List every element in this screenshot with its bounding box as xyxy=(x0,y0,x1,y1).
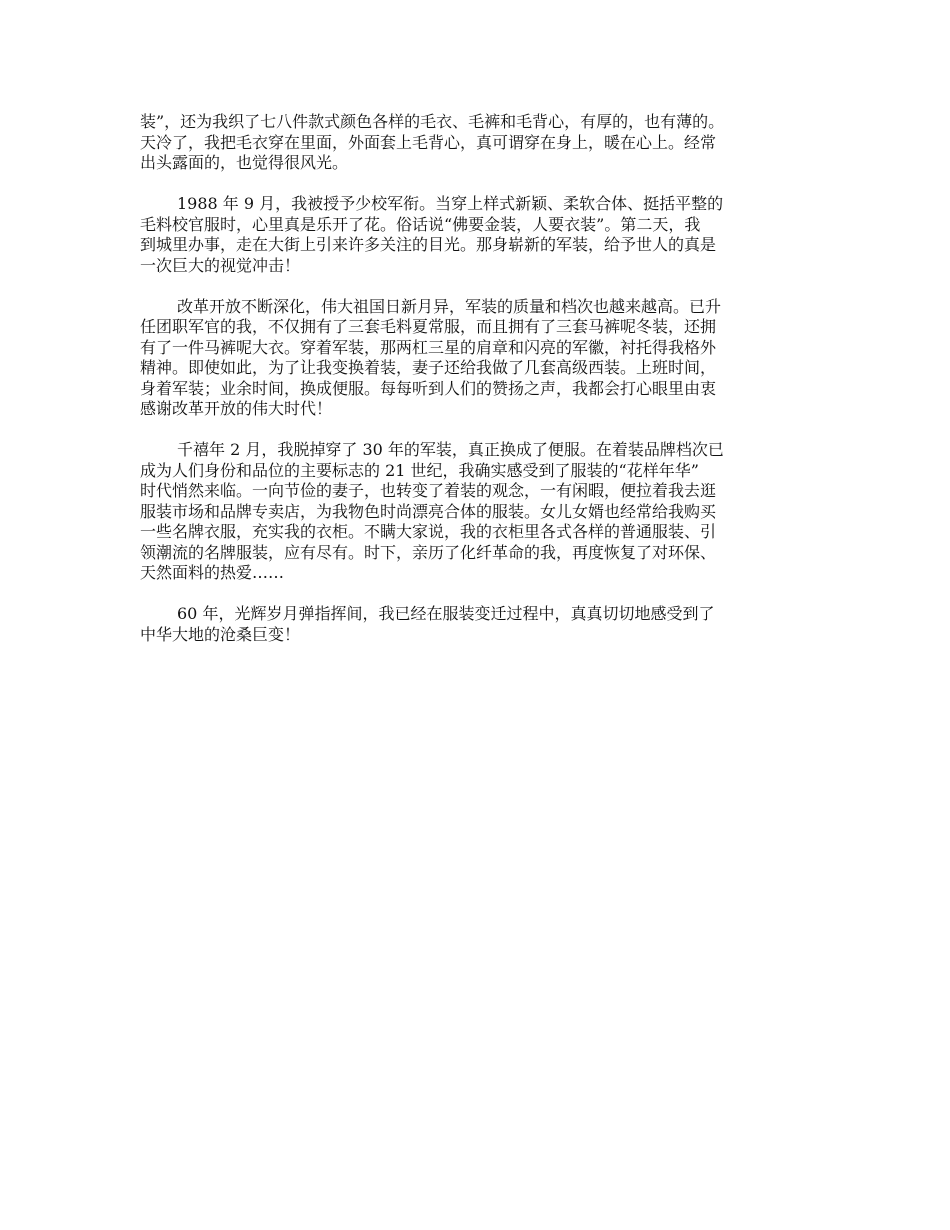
text-line: 精神。即使如此，为了让我变换着装，妻子还给我做了几套高级西装。上班时间， xyxy=(140,358,717,377)
text-line: 1988 年 9 月，我被授予少校军衔。当穿上样式新颖、柔软合体、挺括平整的 xyxy=(177,194,724,213)
paragraph-2 xyxy=(140,194,830,276)
text-line: 成为人们身份和品位的主要标志的 21 世纪，我确实感受到了服装的“花样年华” xyxy=(140,460,699,480)
text-line: 时代悄然来临。一向节俭的妻子，也转变了着装的观念，一有闲暇，便拉着我去逛 xyxy=(140,481,717,500)
text-line: 领潮流的名牌服装，应有尽有。时下，亲历了化纤革命的我，再度恢复了对环保、 xyxy=(140,542,717,562)
paragraph-3 xyxy=(140,297,830,420)
text-line: 千禧年 2 月，我脱掉穿了 30 年的军装，真正换成了便服。在着装品牌档次已 xyxy=(177,440,724,459)
text-line: 有了一件马裤呢大衣。穿着军装，那两杠三星的肩章和闪亮的军徽，衬托得我格外 xyxy=(140,337,717,357)
text-line: 身着军装；业余时间，换成便服。每每听到人们的赞扬之声，我都会打心眼里由衷 xyxy=(140,378,717,398)
text-line: 改革开放不断深化，伟大祖国日新月异，军装的质量和档次也越来越高。已升 xyxy=(177,296,722,316)
text-line: 一些名牌衣服，充实我的衣柜。不瞒大家说，我的衣柜里各式各样的普通服装、引 xyxy=(140,522,717,541)
text-line: 感谢改革开放的伟大时代！ xyxy=(140,399,333,418)
text-line: 60 年，光辉岁月弹指挥间，我已经在服装变迁过程中，真真切切地感受到了 xyxy=(177,604,715,623)
text-line: 出头露面的，也觉得很风光。 xyxy=(140,153,349,172)
text-line: 装”，还为我织了七八件款式颜色各样的毛衣、毛裤和毛背心，有厚的，也有薄的。 xyxy=(140,112,725,131)
text-line: 服装市场和品牌专卖店，为我物色时尚漂亮合体的服装。女儿女婿也经常给我购买 xyxy=(140,501,717,521)
text-line: 中华大地的沧桑巨变！ xyxy=(140,624,301,644)
document-body xyxy=(140,112,830,666)
paragraph-1 xyxy=(140,112,830,174)
text-line: 到城里办事，走在大街上引来许多关注的目光。那身崭新的军装，给予世人的真是 xyxy=(140,235,717,254)
text-line: 天然面料的热爱…… xyxy=(140,563,285,582)
paragraph-5 xyxy=(140,604,830,645)
text-line: 任团职军官的我，不仅拥有了三套毛料夏常服，而且拥有了三套马裤呢冬装，还拥 xyxy=(140,317,717,336)
text-line: 一次巨大的视觉冲击！ xyxy=(140,255,301,275)
text-line: 毛料校官服时，心里真是乐开了花。俗话说“佛要金装，人要衣装”。第二天，我 xyxy=(140,214,701,234)
text-line: 天冷了，我把毛衣穿在里面，外面套上毛背心，真可谓穿在身上，暖在心上。经常 xyxy=(140,132,717,152)
paragraph-4 xyxy=(140,440,830,584)
